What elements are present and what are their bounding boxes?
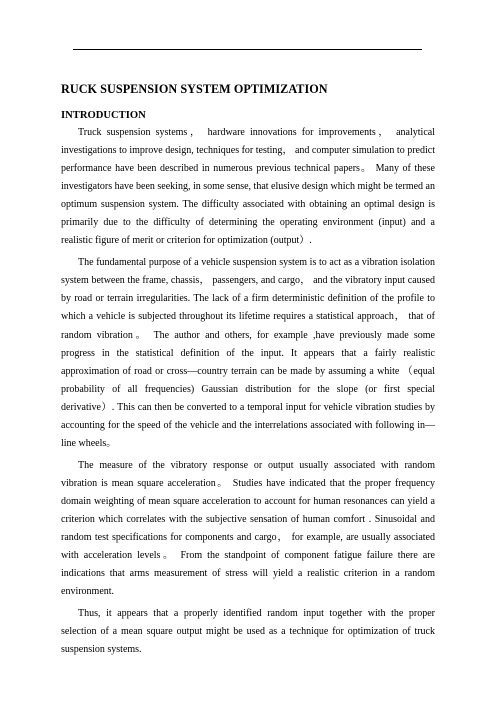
paragraph-4: Thus, it appears that a properly identified random input together with the proper selection of a mean square output might be used as a technique for optimization of truck suspension systems.	[61, 608, 435, 656]
paragraph-3: The measure of the vibratory response or output usually associated with random vibration is mean square acceleration。 Studies have indicated that the proper frequency domain weighting of mean square acceleration to account for human resonances can yield a criterion which correlates with the subjective sensation of human comfort . Sinusoidal and random test specifications for components and cargo， for example, are usually associated with acceleration levels。 From the standpoint of component fatigue failure there are indications that arms measurement of stress will yield a realistic criterion in a random environment.	[61, 459, 435, 598]
document-title: RUCK SUSPENSION SYSTEM OPTIMIZATION	[61, 82, 328, 96]
body-text	[61, 124, 435, 663]
header-rule	[73, 49, 422, 50]
paragraph-2: The fundamental purpose of a vehicle suspension system is to act as a vibration isolation system between the frame, chassis， passengers, and cargo， and the vibratory input caused by road or terrain irregularities. The lack of a firm deterministic definition of the profile to which a vehicle is subjected throughout its lifetime requires a statistical approach， that of random vibration。 The author and others, for example ,have previously made some progress in the statistical definition of the input. It appears that a fairly realistic approximation of road or cross—country terrain can be made by assuming a white （equal probability of all frequencies) Gaussian distribution for the slope (or first special derivative）. This can then be converted to a temporal input for vehicle vibration studies by accounting for the speed of the vehicle and the interrelations associated with following in—line wheels。	[61, 257, 435, 449]
paragraph-1: Truck suspension systems， hardware innovations for improvements， analytical investigations to improve design, techniques for testing， and computer simulation to predict performance have been described in numerous previous technical papers。 Many of these investigators have been seeking, in some sense, that elusive design which might be termed an optimum suspension system. The difficulty associated with obtaining an optimal design is primarily due to the difficulty of determining the operating environment (input) and a realistic figure of merit or criterion for optimization (output）.	[61, 127, 435, 247]
section-heading-introduction: INTRODUCTION	[61, 110, 146, 121]
